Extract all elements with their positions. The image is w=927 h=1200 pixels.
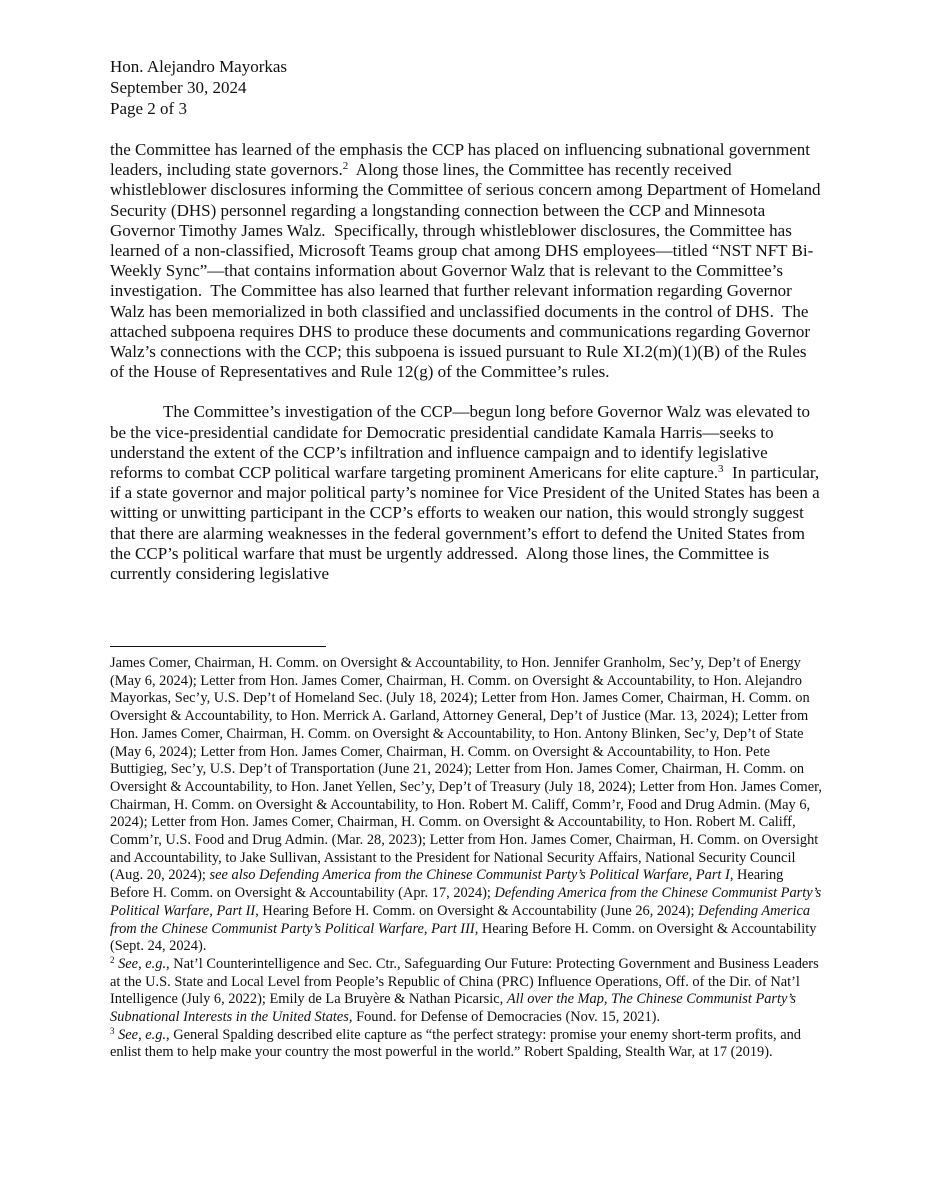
footnote-2: $^2$ See, e.g., Nat’l Counterintelligence and Sec. Ctr., Safeguarding Our Future: Protecting Government and Business Leaders at the U.S. State and Local Level from People’s Republic of China (PRC) Influence Operations, Off. of the Dir. of Nat’l Intelligence (July 6, 2022); Emily de La Bruyère & Nathan Picarsic, All over the Map, The Chinese Communist Party’s Subnational Interests in the United States, Found. for Defense of Democracies (Nov. 15, 2021). [110,954,819,1026]
footnote-number: 3 [110,1025,115,1036]
letter-body [110,140,824,584]
page-number: Page 2 of 3 [110,99,187,118]
letter-date: September 30, 2024 [110,78,247,97]
page-header [110,56,287,119]
footnote-ref-3[interactable]: 3 [718,463,724,476]
footnote-1-continued: James Comer, Chairman, H. Comm. on Oversight & Accountability, to Hon. Jennifer Granholm, Sec’y, Dep’t of Energy (May 6, 2024); Letter from Hon. James Comer, Chairman, H. Comm. on Oversight & Accountability, to Hon. Alejandro Mayorkas, Sec’y, U.S. Dep’t of Homeland Sec. (July 18, 2024); Letter from Hon. James Comer, Chairman, H. Comm. on Oversight & Accountability, to Hon. Merrick A. Garland, Attorney General, Dep’t of Justice (Mar. 13, 2024); Letter from Hon. James Comer, Chairman, H. Comm. on Oversight & Accountability, to Hon. Antony Blinken, Sec’y, Dep’t of State (May 6, 2024); Letter from Hon. James Comer, Chairman, H. Comm. on Oversight & Accountability, to Hon. Pete Buttigieg, Sec’y, U.S. Dep’t of Transportation (June 21, 2024); Letter from Hon. James Comer, Chairman, H. Comm. on Oversight & Accountability, to Hon. Janet Yellen, Sec’y, Dep’t of Treasury (July 18, 2024); Letter from Hon. James Comer, Chairman, H. Comm. on Oversight & Accountability, to Hon. Robert M. Califf, Comm’r, Food and Drug Admin. (May 6, 2024); Letter from Hon. James Comer, Chairman, H. Comm. on Oversight & Accountability, to Hon. Robert M. Califf, Comm’r, U.S. Food and Drug Admin. (Mar. 28, 2023); Letter from Hon. James Comer, Chairman, H. Comm. on Oversight and Accountability, to Jake Sullivan, Assistant to the President for National Security Affairs, National Security Council (Aug. 20, 2024); see also Defending America from the Chinese Communist Party’s Political Warfare, Part I, Hearing Before H. Comm. on Oversight & Accountability (Apr. 17, 2024); Defending America from the Chinese Communist Party’s Political Warfare, Part II, Hearing Before H. Comm. on Oversight & Accountability (June 26, 2024); Defending America from the Chinese Communist Party’s Political Warfare, Part III, Hearing Before H. Comm. on Oversight & Accountability (Sept. 24, 2024). [110,655,822,955]
footnotes [110,655,824,1062]
footnote-divider [110,646,326,647]
body-paragraph-2: The Committee’s investigation of the CCP—begun long before Governor Walz was elevated to be the vice-presidential candidate for Democratic presidential candidate Kamala Harris—seeks to understand the extent of the CCP’s infiltration and influence campaign and to identify legislative reforms to combat CCP political warfare targeting prominent Americans for elite capture.$^3$ In particular, if a state governor and major political party’s nominee for Vice President of the United States has been a witting or unwitting participant in the CCP’s efforts to weaken our nation, this would strongly suggest that there are alarming weaknesses in the federal government’s effort to defend the United States from the CCP’s political warfare that must be urgently addressed. Along those lines, the Committee is currently considering legislative [110,402,824,584]
footnote-number: 2 [110,954,115,965]
footnote-ref-2[interactable]: 2 [342,160,349,173]
body-paragraph-1: the Committee has learned of the emphasis the CCP has placed on influencing subnational government leaders, including state governors.$^2$ Along those lines, the Committee has recently received whistleblower disclosures informing the Committee of serious concern among Department of Homeland Security (DHS) personnel regarding a longstanding connection between the CCP and Minnesota Governor Timothy James Walz. Specifically, through whistleblower disclosures, the Committee has learned of a non-classified, Microsoft Teams group chat among DHS employees—titled “NST NFT Bi-Weekly Sync”—that contains information about Governor Walz that is relevant to the Committee’s investigation. The Committee has also learned that further relevant information regarding Governor Walz has been memorialized in both classified and unclassified documents in the control of DHS. The attached subpoena requires DHS to produce these documents and communications regarding Governor Walz’s connections with the CCP; this subpoena is issued pursuant to Rule XI.2(m)(1)(B) of the Rules of the House of Representatives and Rule 12(g) of the Committee’s rules. [110,140,825,382]
recipient-name: Hon. Alejandro Mayorkas [110,57,288,76]
footnote-3: $^3$ See, e.g., General Spalding described elite capture as “the perfect strategy: promise your enemy short-term profits, and enlist them to help make your country the most powerful in the world.” Robert Spalding, Stealth War, at 17 (2019). [110,1025,802,1061]
